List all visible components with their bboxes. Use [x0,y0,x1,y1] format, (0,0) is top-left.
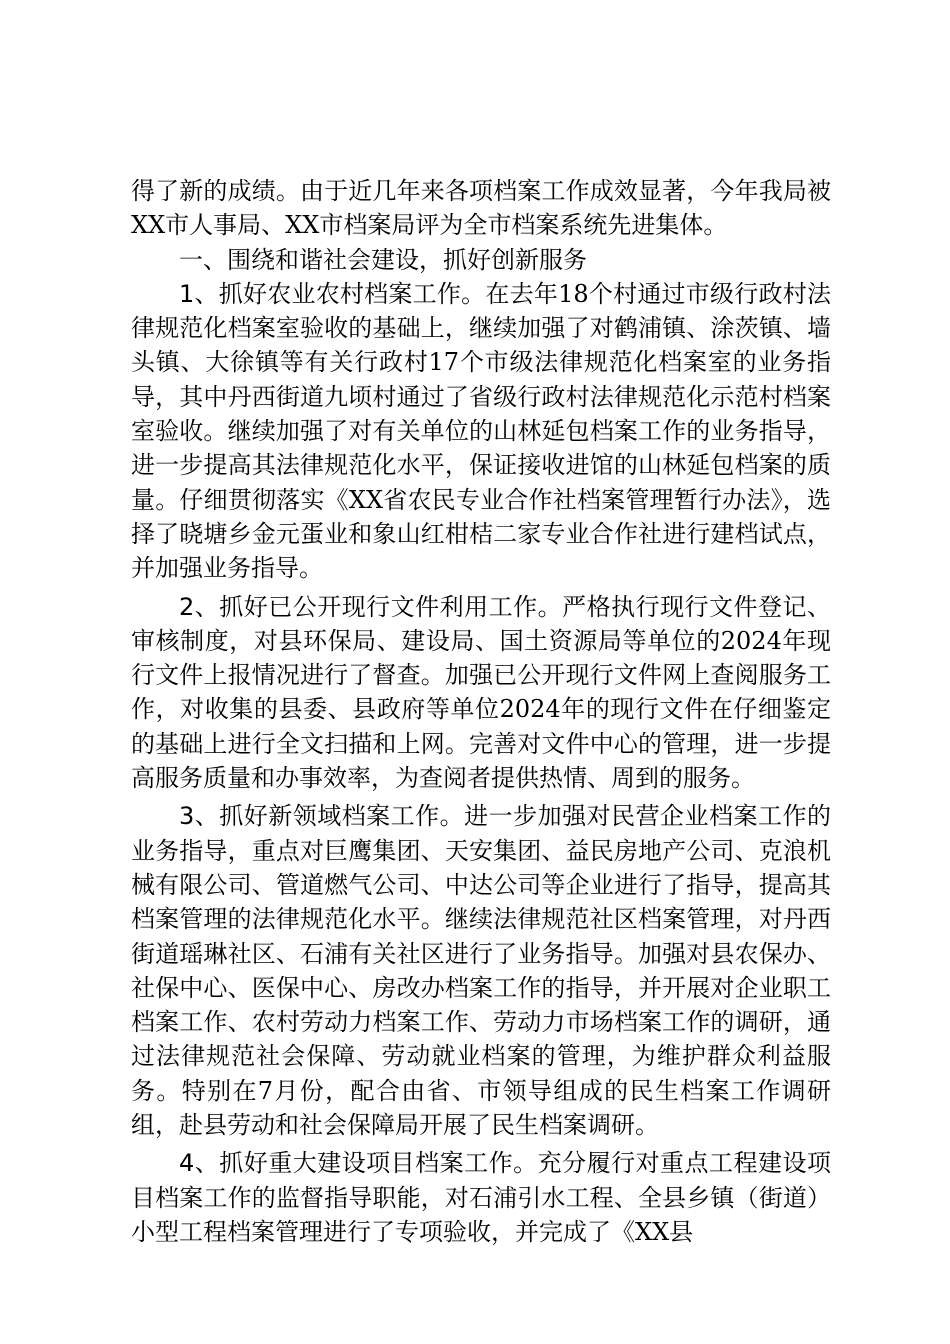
paragraph-item-1 [131,277,831,586]
paragraph-item-2 [131,590,831,796]
item-4-lead: 4、抓好重大建设项目档案工作。 [179,1149,538,1178]
intro-paragraph: 得了新的成绩。由于近几年来各项档案工作成效显著，今年我局被XX市人事局、XX市档案局评为全市档案系统先进集体。 [131,177,831,240]
item-3-body: 进一步加强对民营企业档案工作的业务指导，重点对巨鹰集团、天安集团、益民房地产公司、克浪机械有限公司、管道燃气公司、中达公司等企业进行了指导，提高其档案管理的法律规范化水平。继续法律规范社区档案管理，对丹西街道瑶琳社区、石浦有关社区进行了业务指导。加强对县农保办、社保中心、医保中心、房改办档案工作的指导，并开展对企业职工档案工作、农村劳动力档案工作、劳动力市场档案工作的调研，通过法律规范社会保障、劳动就业档案的管理，为维护群众利益服务。特别在7月份，配合由省、市领导组成的民生档案工作调研组，赴县劳动和社会保障局开展了民生档案调研。 [131,802,831,1140]
item-2-body: 严格执行现行文件登记、审核制度，对县环保局、建设局、国土资源局等单位的2024年现行文件上报情况进行了督查。加强已公开现行文件网上查阅服务工作，对收集的县委、县政府等单位2024年的现行文件在仔细鉴定的基础上进行全文扫描和上网。完善对文件中心的管理，进一步提高服务质量和办事效率，为查阅者提供热情、周到的服务。 [131,592,832,793]
item-4-body: 充分履行对重点工程建设项目档案工作的监督指导职能，对石浦引水工程、全县乡镇（街道）小型工程档案管理进行了专项验收，并完成了《XX县 [131,1149,831,1246]
item-1-lead: 1、抓好农业农村档案工作。 [179,279,486,308]
document-body [131,174,831,1249]
item-3-lead: 3、抓好新领域档案工作。 [179,802,465,831]
item-2-lead: 2、抓好已公开现行文件利用工作。 [179,592,563,621]
paragraph-item-3 [131,799,831,1142]
section-heading: 一、围绕和谐社会建设，抓好创新服务 [179,245,587,274]
paragraph-item-4 [131,1146,831,1249]
item-1-body: 在去年18个村通过市级行政村法律规范化档案室验收的基础上，继续加强了对鹤浦镇、涂茨镇、墙头镇、大徐镇等有关行政村17个市级法律规范化档案室的业务指导，其中丹西街道九顷村通过了省级行政村法律规范化示范村档案室验收。继续加强了对有关单位的山林延包档案工作的业务指导，进一步提高其法律规范化水平，保证接收进馆的山林延包档案的质量。仔细贯彻落实《XX省农民专业合作社档案管理暂行办法》，选择了晓塘乡金元蛋业和象山红柑桔二家专业合作社进行建档试点，并加强业务指导。 [131,279,831,583]
